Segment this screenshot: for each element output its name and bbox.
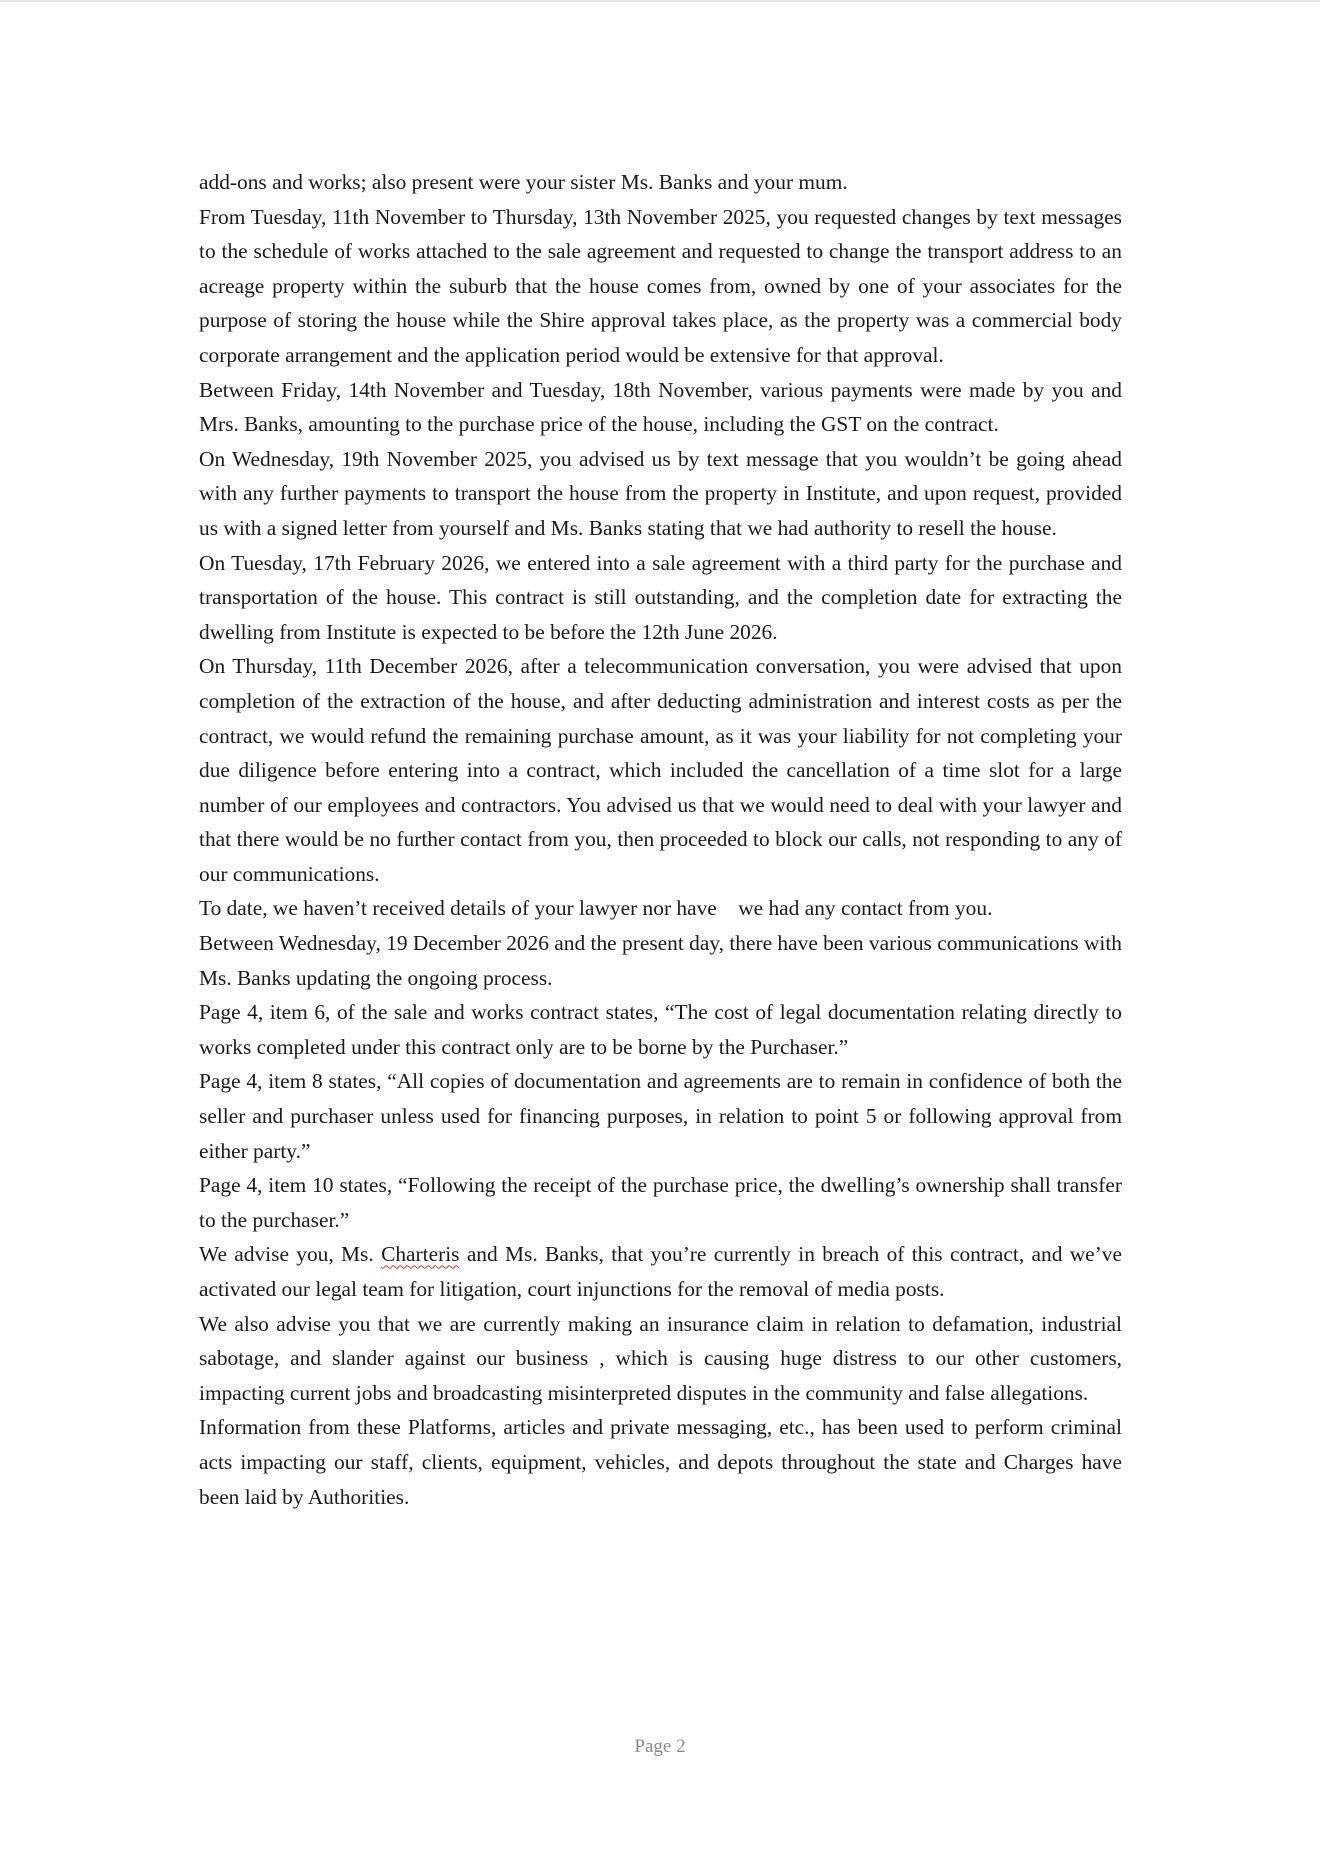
paragraph: Page 4, item 10 states, “Following the receipt of the purchase price, the dwelling’s ownership shall transfer to the purchaser.”: [199, 1173, 1122, 1232]
paragraph: We also advise you that we are currently making an insurance claim in relation to defamation, industrial sabotage, and slander against our business , which is causing huge distress to our other customers, impacting current jobs and broadcasting misinterpreted disputes in the community and false allegations.: [199, 1311, 1122, 1405]
spellcheck-flagged-word[interactable]: Charteris: [381, 1242, 460, 1267]
top-border: [0, 0, 1320, 2]
paragraph: On Thursday, 11th December 2026, after a telecommunication conversation, you were advised that upon completion of the extraction of the house, and after deducting administration and interest costs as per the contract, we would refund the remaining purchase amount, as it was your liability for not completing your due diligence before entering into a contract, which included the cancellation of a time slot for a large number of our employees and contractors. You advised us that we would need to deal with your lawyer and that there would be no further contact from you, then proceeded to block our calls, not responding to any of our communications.: [199, 654, 1122, 886]
breach-text-end: and Ms. Banks, that you’re currently in breach of this contract, and we’ve activated our legal team for litigation, court injunctions for the removal of media posts.: [199, 1242, 1122, 1301]
paragraph: On Tuesday, 17th February 2026, we entered into a sale agreement with a third party for the purchase and transportation of the house. This contract is still outstanding, and the completion date for extracting the dwelling from Institute is expected to be before the 12th June 2026.: [199, 550, 1122, 644]
paragraph: Between Wednesday, 19 December 2026 and the present day, there have been various communications with Ms. Banks updating the ongoing process.: [199, 931, 1122, 990]
paragraph: Information from these Platforms, articles and private messaging, etc., has been used to perform criminal acts impacting our staff, clients, equipment, vehicles, and depots throughout the state and Charges have been laid by Authorities.: [199, 1415, 1122, 1509]
letter-body: [199, 165, 1122, 1514]
breach-paragraph: [199, 1237, 1122, 1306]
paragraph: From Tuesday, 11th November to Thursday, 13th November 2025, you requested changes by text messages to the schedule of works attached to the sale agreement and requested to change the transport address to an acreage property within the suburb that the house comes from, owned by one of your associates for the purpose of storing the house while the Shire approval takes place, as the property was a commercial body corporate arrangement and the application period would be extensive for that approval.: [199, 204, 1122, 367]
paragraph: Between Friday, 14th November and Tuesday, 18th November, various payments were made by you and Mrs. Banks, amounting to the purchase price of the house, including the GST on the contract.: [199, 377, 1122, 437]
paragraph: On Wednesday, 19th November 2025, you advised us by text message that you wouldn’t be going ahead with any further payments to transport the house from the property in Institute, and upon request, provided us with a signed letter from yourself and Ms. Banks stating that we had authority to resell the house.: [199, 446, 1122, 540]
paragraph: Page 4, item 8 states, “All copies of documentation and agreements are to remain in confidence of both the seller and purchaser unless used for financing purposes, in relation to point 5 or following approval from either party.”: [199, 1069, 1122, 1163]
paragraph: To date, we haven’t received details of your lawyer nor have we had any contact from you.: [199, 896, 993, 921]
breach-text-start: We advise you, Ms.: [199, 1242, 382, 1267]
page-number: Page 2: [634, 1736, 686, 1757]
paragraph: Page 4, item 6, of the sale and works contract states, “The cost of legal documentation relating directly to works completed under this contract only are to be borne by the Purchaser.”: [199, 1000, 1122, 1059]
paragraph: add-ons and works; also present were your sister Ms. Banks and your mum.: [199, 170, 848, 194]
